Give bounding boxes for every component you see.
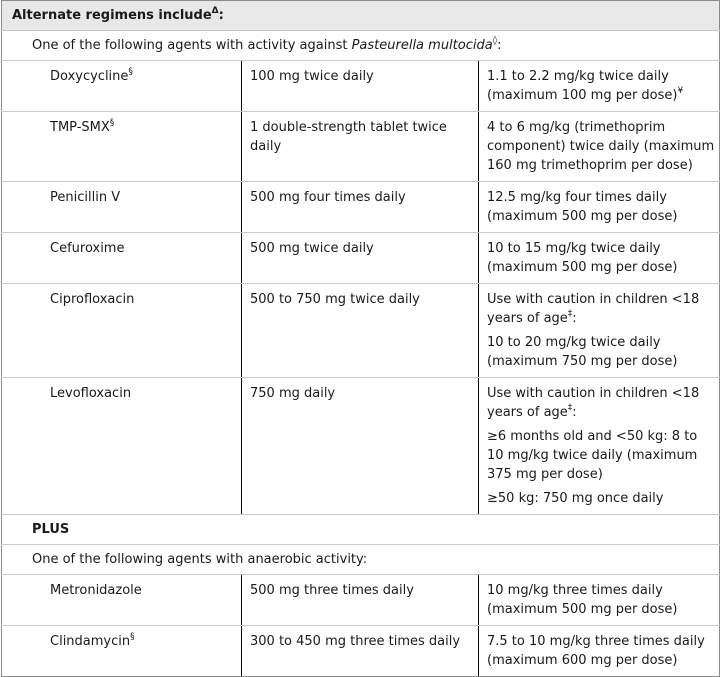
pediatric-dose: 12.5 mg/kg four times daily (maximum 500 mg per dose) [479, 182, 720, 233]
pediatric-dose: 10 to 15 mg/kg twice daily (maximum 500 mg per dose) [479, 233, 720, 284]
table-row [2, 61, 720, 112]
double-dagger-footnote-mark: ‡ [567, 403, 573, 413]
table-row [2, 233, 720, 284]
section-footnote-mark: § [130, 632, 135, 642]
adult-dose: 750 mg daily [242, 378, 479, 515]
drug-name: Ciprofloxacin [2, 284, 242, 378]
double-dagger-footnote-mark: ‡ [567, 309, 573, 319]
adult-dose: 100 mg twice daily [242, 61, 479, 112]
drug-name: Levofloxacin [2, 378, 242, 515]
table-row [2, 378, 720, 515]
group-row-anaerobic [2, 545, 720, 575]
section-footnote-mark: § [109, 118, 115, 128]
pediatric-dose: 7.5 to 10 mg/kg three times daily (maximum 600 mg per dose) [479, 626, 720, 677]
table-header-row [2, 1, 720, 31]
table-heading: Alternate regimens include$^\Delta$: [2, 1, 720, 31]
pediatric-dose: 1.1 to 2.2 mg/kg twice daily (maximum 100 mg per dose)¥ [479, 61, 720, 112]
table-row [2, 182, 720, 233]
adult-dose: 500 to 750 mg twice daily [242, 284, 479, 378]
section-footnote-mark: § [128, 67, 133, 77]
drug-name: Penicillin V [2, 182, 242, 233]
adult-dose: 500 mg three times daily [242, 575, 479, 626]
group-label-anaerobic: One of the following agents with anaerobic activity: [2, 545, 720, 575]
drug-name: Metronidazole [2, 575, 242, 626]
plus-label: PLUS [2, 515, 720, 545]
pediatric-dose-small-child: ≥6 months old and <50 kg: 8 to 10 mg/kg twice daily (maximum 375 mg per dose) [487, 429, 698, 482]
yen-footnote-mark: ¥ [677, 86, 684, 96]
group-label-pasteurella: One of the following agents with activity against Pasteurella multocida◊: [2, 31, 720, 61]
drug-name: Cefuroxime [2, 233, 242, 284]
pediatric-dose-large-child: ≥50 kg: 750 mg once daily [487, 491, 664, 506]
table-row [2, 112, 720, 182]
pediatric-dose [479, 378, 720, 515]
diamond-footnote-mark: ◊ [492, 36, 498, 46]
pediatric-dose-detail: 10 to 20 mg/kg twice daily (maximum 750 mg per dose) [487, 335, 678, 369]
drug-name: Clindamycin§ [2, 626, 242, 677]
pediatric-dose: 4 to 6 mg/kg (trimethoprim component) twice daily (maximum 160 mg trimethoprim per dose) [479, 112, 720, 182]
alternate-regimens-table [1, 0, 720, 677]
plus-row [2, 515, 720, 545]
caution-note: Use with caution in children <18 years of age‡: [487, 386, 700, 420]
adult-dose: 300 to 450 mg three times daily [242, 626, 479, 677]
drug-name: TMP-SMX§ [2, 112, 242, 182]
table-row [2, 284, 720, 378]
adult-dose: 500 mg four times daily [242, 182, 479, 233]
table-row [2, 575, 720, 626]
pediatric-dose [479, 284, 720, 378]
table-row [2, 626, 720, 677]
adult-dose: 500 mg twice daily [242, 233, 479, 284]
drug-name: Doxycycline§ [2, 61, 242, 112]
organism-name: Pasteurella multocida [351, 38, 493, 53]
adult-dose: 1 double-strength tablet twice daily [242, 112, 479, 182]
caution-note: Use with caution in children <18 years of age‡: [487, 292, 700, 326]
group-row-pasteurella [2, 31, 720, 61]
pediatric-dose: 10 mg/kg three times daily (maximum 500 mg per dose) [479, 575, 720, 626]
delta-footnote-mark: Δ [211, 6, 219, 16]
